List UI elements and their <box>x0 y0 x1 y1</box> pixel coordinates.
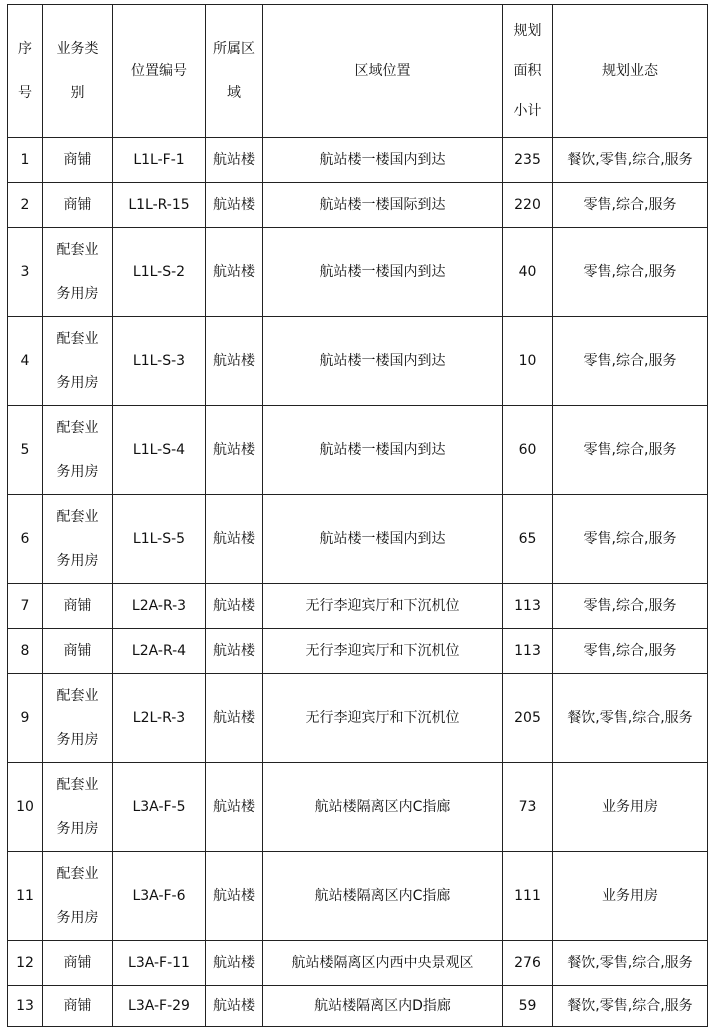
cell-format: 零售,综合,服务 <box>553 629 708 674</box>
cell-location: 航站楼隔离区内C指廊 <box>263 763 503 852</box>
cell-category: 商铺 <box>43 986 113 1027</box>
cell-category: 商铺 <box>43 138 113 183</box>
cell-area: 65 <box>503 495 553 584</box>
cell-seq: 4 <box>8 317 43 406</box>
cell-zone: 航站楼 <box>206 674 263 763</box>
cell-seq: 8 <box>8 629 43 674</box>
cell-zone: 航站楼 <box>206 986 263 1027</box>
cell-category: 商铺 <box>43 629 113 674</box>
cell-area: 59 <box>503 986 553 1027</box>
table-row <box>8 986 708 1027</box>
cell-zone: 航站楼 <box>206 584 263 629</box>
cell-zone: 航站楼 <box>206 852 263 941</box>
cell-seq: 1 <box>8 138 43 183</box>
table-row <box>8 317 708 406</box>
cell-location: 航站楼一楼国内到达 <box>263 495 503 584</box>
table-row <box>8 584 708 629</box>
cell-seq: 9 <box>8 674 43 763</box>
cell-format: 餐饮,零售,综合,服务 <box>553 674 708 763</box>
header-area: 规划 面积 小计 <box>503 5 553 138</box>
cell-code: L2A-R-4 <box>113 629 206 674</box>
cell-format: 零售,综合,服务 <box>553 228 708 317</box>
cell-area: 111 <box>503 852 553 941</box>
cell-category: 配套业 务用房 <box>43 228 113 317</box>
cell-zone: 航站楼 <box>206 941 263 986</box>
cell-seq: 10 <box>8 763 43 852</box>
table-row <box>8 406 708 495</box>
cell-seq: 13 <box>8 986 43 1027</box>
header-row <box>8 5 708 138</box>
cell-location: 无行李迎宾厅和下沉机位 <box>263 629 503 674</box>
cell-area: 10 <box>503 317 553 406</box>
cell-code: L3A-F-11 <box>113 941 206 986</box>
cell-code: L1L-S-3 <box>113 317 206 406</box>
table-row <box>8 852 708 941</box>
cell-location: 航站楼隔离区内C指廊 <box>263 852 503 941</box>
cell-category: 商铺 <box>43 584 113 629</box>
cell-area: 60 <box>503 406 553 495</box>
cell-zone: 航站楼 <box>206 183 263 228</box>
cell-code: L2A-R-3 <box>113 584 206 629</box>
cell-seq: 5 <box>8 406 43 495</box>
cell-seq: 7 <box>8 584 43 629</box>
cell-location: 无行李迎宾厅和下沉机位 <box>263 674 503 763</box>
table-row <box>8 138 708 183</box>
cell-category: 配套业 务用房 <box>43 406 113 495</box>
cell-zone: 航站楼 <box>206 495 263 584</box>
cell-category: 配套业 务用房 <box>43 495 113 584</box>
table-row <box>8 183 708 228</box>
cell-location: 航站楼一楼国内到达 <box>263 406 503 495</box>
table-row <box>8 495 708 584</box>
cell-format: 餐饮,零售,综合,服务 <box>553 941 708 986</box>
cell-seq: 3 <box>8 228 43 317</box>
cell-location: 航站楼一楼国内到达 <box>263 317 503 406</box>
cell-zone: 航站楼 <box>206 138 263 183</box>
cell-location: 航站楼一楼国际到达 <box>263 183 503 228</box>
cell-zone: 航站楼 <box>206 228 263 317</box>
table-row <box>8 228 708 317</box>
cell-area: 113 <box>503 629 553 674</box>
planning-table <box>7 4 708 1027</box>
cell-code: L3A-F-5 <box>113 763 206 852</box>
cell-category: 配套业 务用房 <box>43 674 113 763</box>
cell-code: L1L-S-5 <box>113 495 206 584</box>
cell-area: 220 <box>503 183 553 228</box>
cell-seq: 2 <box>8 183 43 228</box>
cell-category: 配套业 务用房 <box>43 317 113 406</box>
cell-code: L3A-F-6 <box>113 852 206 941</box>
cell-category: 配套业 务用房 <box>43 852 113 941</box>
cell-area: 205 <box>503 674 553 763</box>
cell-area: 276 <box>503 941 553 986</box>
cell-location: 无行李迎宾厅和下沉机位 <box>263 584 503 629</box>
cell-category: 配套业 务用房 <box>43 763 113 852</box>
cell-format: 零售,综合,服务 <box>553 183 708 228</box>
cell-area: 73 <box>503 763 553 852</box>
cell-format: 零售,综合,服务 <box>553 495 708 584</box>
cell-category: 商铺 <box>43 941 113 986</box>
header-format: 规划业态 <box>553 5 708 138</box>
header-zone: 所属区 域 <box>206 5 263 138</box>
header-location: 区域位置 <box>263 5 503 138</box>
cell-seq: 12 <box>8 941 43 986</box>
cell-format: 零售,综合,服务 <box>553 584 708 629</box>
cell-format: 零售,综合,服务 <box>553 317 708 406</box>
cell-area: 113 <box>503 584 553 629</box>
cell-code: L1L-S-2 <box>113 228 206 317</box>
cell-format: 零售,综合,服务 <box>553 406 708 495</box>
table-row <box>8 629 708 674</box>
cell-location: 航站楼一楼国内到达 <box>263 228 503 317</box>
cell-location: 航站楼隔离区内D指廊 <box>263 986 503 1027</box>
cell-location: 航站楼隔离区内西中央景观区 <box>263 941 503 986</box>
table-row <box>8 763 708 852</box>
cell-area: 40 <box>503 228 553 317</box>
cell-zone: 航站楼 <box>206 763 263 852</box>
header-seq: 序 号 <box>8 5 43 138</box>
table-row <box>8 941 708 986</box>
cell-format: 业务用房 <box>553 852 708 941</box>
cell-category: 商铺 <box>43 183 113 228</box>
cell-code: L1L-R-15 <box>113 183 206 228</box>
cell-code: L2L-R-3 <box>113 674 206 763</box>
cell-area: 235 <box>503 138 553 183</box>
cell-format: 业务用房 <box>553 763 708 852</box>
cell-location: 航站楼一楼国内到达 <box>263 138 503 183</box>
cell-zone: 航站楼 <box>206 629 263 674</box>
cell-format: 餐饮,零售,综合,服务 <box>553 138 708 183</box>
cell-zone: 航站楼 <box>206 317 263 406</box>
cell-code: L1L-F-1 <box>113 138 206 183</box>
cell-code: L3A-F-29 <box>113 986 206 1027</box>
cell-code: L1L-S-4 <box>113 406 206 495</box>
table-row <box>8 674 708 763</box>
cell-seq: 6 <box>8 495 43 584</box>
header-code: 位置编号 <box>113 5 206 138</box>
cell-format: 餐饮,零售,综合,服务 <box>553 986 708 1027</box>
cell-zone: 航站楼 <box>206 406 263 495</box>
header-category: 业务类 别 <box>43 5 113 138</box>
cell-seq: 11 <box>8 852 43 941</box>
